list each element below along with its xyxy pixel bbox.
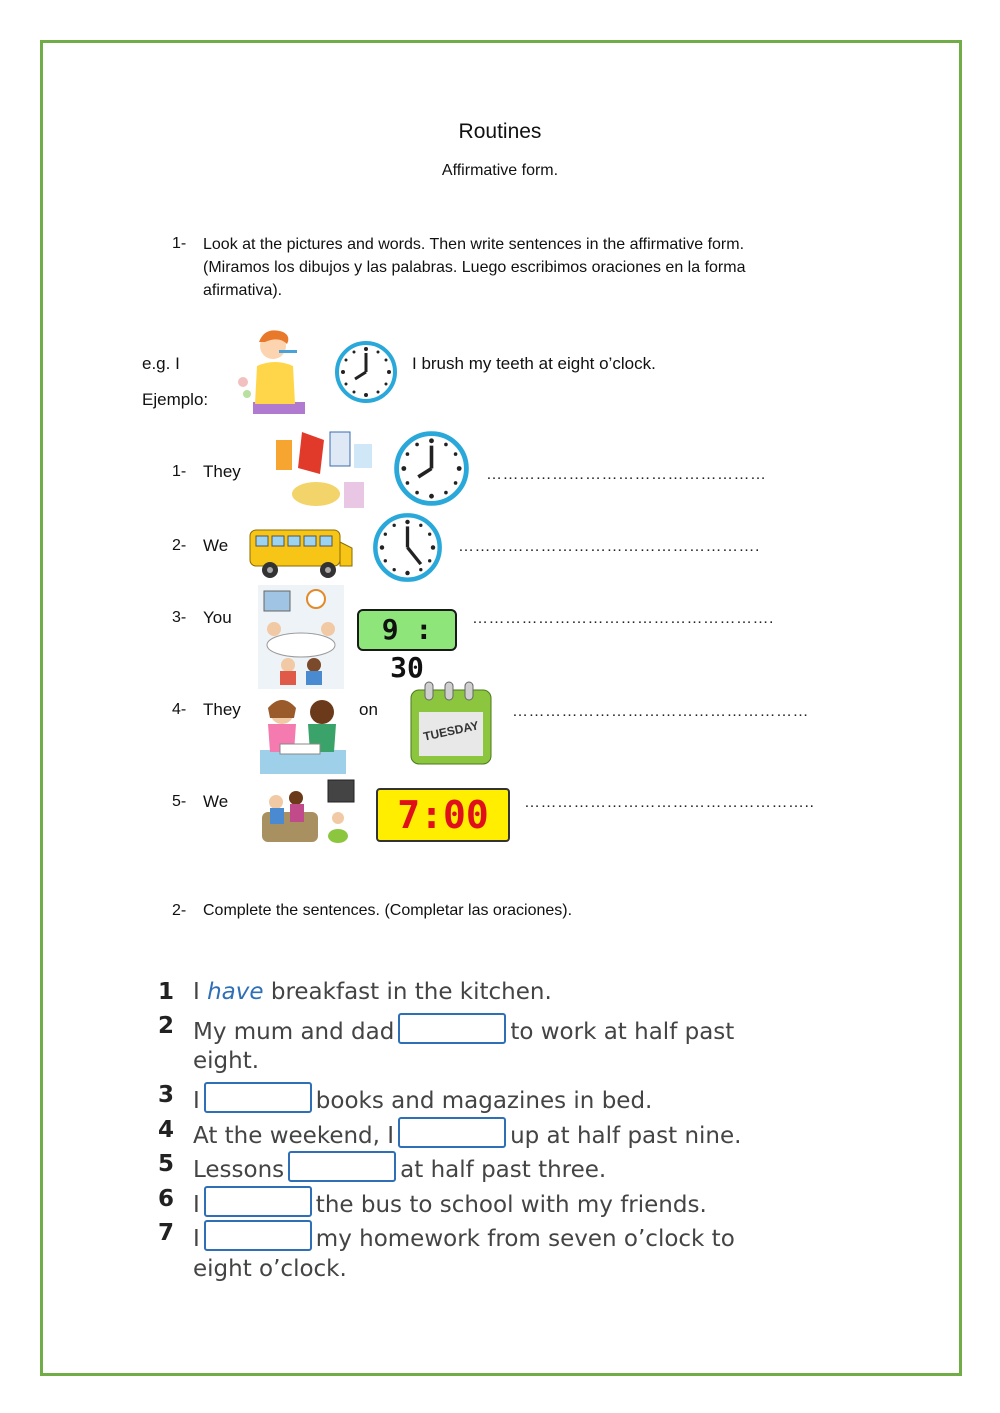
item-number: 1- bbox=[172, 463, 187, 480]
family-dinner-icon bbox=[258, 585, 344, 689]
example-prefix: e.g. I bbox=[142, 354, 180, 373]
section1-instruction bbox=[203, 233, 863, 302]
item-extra: on bbox=[359, 700, 378, 719]
sentence-line bbox=[193, 1220, 735, 1252]
sentence-text: books and magazines in bed. bbox=[315, 1088, 653, 1114]
calendar-icon bbox=[405, 676, 497, 768]
sentence-text: to work at half past bbox=[510, 1019, 735, 1045]
clock-icon bbox=[372, 512, 443, 583]
answer-box[interactable] bbox=[398, 1013, 506, 1044]
instruction-line: Look at the pictures and words. Then write sentences in the affirmative form. bbox=[203, 236, 745, 253]
clock-icon bbox=[393, 430, 470, 507]
instruction-line: afirmativa). bbox=[203, 282, 283, 299]
item-subject: You bbox=[203, 608, 232, 627]
sentence-number: 5 bbox=[158, 1151, 175, 1177]
answer-box[interactable] bbox=[398, 1117, 506, 1148]
item-number: 2- bbox=[172, 537, 187, 554]
sentence-text: up at half past nine. bbox=[510, 1123, 742, 1149]
section2-instruction: Complete the sentences. (Completar las oraciones). bbox=[203, 902, 573, 919]
answer-line[interactable]: ………………………………………………. bbox=[472, 610, 774, 627]
example-sentence: I brush my teeth at eight o’clock. bbox=[412, 354, 656, 373]
sentence-text: my homework from seven o’clock to bbox=[315, 1226, 735, 1252]
answer-line[interactable]: …………………………………………….. bbox=[524, 794, 815, 811]
answer-box[interactable] bbox=[288, 1151, 396, 1182]
item-subject: They bbox=[203, 462, 241, 481]
school-bus-icon bbox=[248, 522, 356, 582]
clock-icon bbox=[334, 340, 398, 404]
sentence-continuation: eight. bbox=[193, 1048, 260, 1074]
breakfast-food-icon bbox=[272, 430, 378, 514]
answer-box[interactable] bbox=[204, 1220, 312, 1251]
girl-brushing-teeth-icon bbox=[235, 322, 315, 416]
item-number: 3- bbox=[172, 609, 187, 626]
sentence-line bbox=[193, 1013, 734, 1045]
answer-line[interactable]: ……………………………………………… bbox=[512, 703, 809, 720]
page-title: Routines bbox=[458, 120, 542, 143]
sentence-line bbox=[193, 979, 552, 1005]
item-number: 4- bbox=[172, 701, 187, 718]
sentence-text: My mum and dad bbox=[193, 1019, 395, 1045]
instruction-line: (Miramos los dibujos y las palabras. Luego escribimos oraciones en la forma bbox=[203, 259, 746, 276]
sentence-line bbox=[193, 1186, 707, 1218]
answer-line[interactable]: ………………………………………………. bbox=[458, 538, 760, 555]
sentence-text: breakfast in the kitchen. bbox=[263, 979, 552, 1005]
sentence-text: I bbox=[193, 1226, 200, 1252]
sentence-line bbox=[193, 1151, 606, 1183]
item-subject: We bbox=[203, 792, 229, 811]
sentence-number: 2 bbox=[158, 1013, 175, 1039]
page-subtitle: Affirmative form. bbox=[441, 162, 559, 179]
sentence-line bbox=[193, 1082, 652, 1114]
calendar-day: TUESDAY bbox=[422, 718, 480, 744]
digital-clock-red bbox=[376, 788, 510, 842]
sentence-continuation: eight o’clock. bbox=[193, 1256, 347, 1282]
given-word: have bbox=[207, 979, 264, 1005]
sentence-text: the bus to school with my friends. bbox=[315, 1192, 707, 1218]
digital-clock-green bbox=[357, 609, 457, 684]
sentence-text: I bbox=[193, 1088, 200, 1114]
sentence-text: At the weekend, I bbox=[193, 1123, 395, 1149]
time-display: 7:00 bbox=[397, 793, 489, 837]
item-number: 5- bbox=[172, 793, 187, 810]
answer-box[interactable] bbox=[204, 1082, 312, 1113]
answer-box[interactable] bbox=[204, 1186, 312, 1217]
section2-number: 2- bbox=[172, 902, 187, 919]
sentence-number: 1 bbox=[158, 979, 175, 1005]
sentence-number: 6 bbox=[158, 1186, 175, 1212]
time-display: 9 : 30 bbox=[381, 613, 433, 684]
section1-number: 1- bbox=[172, 235, 187, 252]
sentence-number: 4 bbox=[158, 1117, 175, 1143]
sentence-text: at half past three. bbox=[400, 1157, 607, 1183]
sentence-text: I bbox=[193, 979, 208, 1005]
example-label: Ejemplo: bbox=[142, 390, 209, 409]
sentence-number: 3 bbox=[158, 1082, 175, 1108]
item-subject: We bbox=[203, 536, 229, 555]
sentence-text: I bbox=[193, 1192, 200, 1218]
family-tv-icon bbox=[258, 778, 358, 846]
kids-homework-icon bbox=[260, 694, 346, 774]
sentence-line bbox=[193, 1117, 741, 1149]
item-subject: They bbox=[203, 700, 241, 719]
sentence-number: 7 bbox=[158, 1220, 175, 1246]
sentence-text: Lessons bbox=[193, 1157, 285, 1183]
answer-line[interactable]: …………………………………………… bbox=[486, 466, 767, 483]
